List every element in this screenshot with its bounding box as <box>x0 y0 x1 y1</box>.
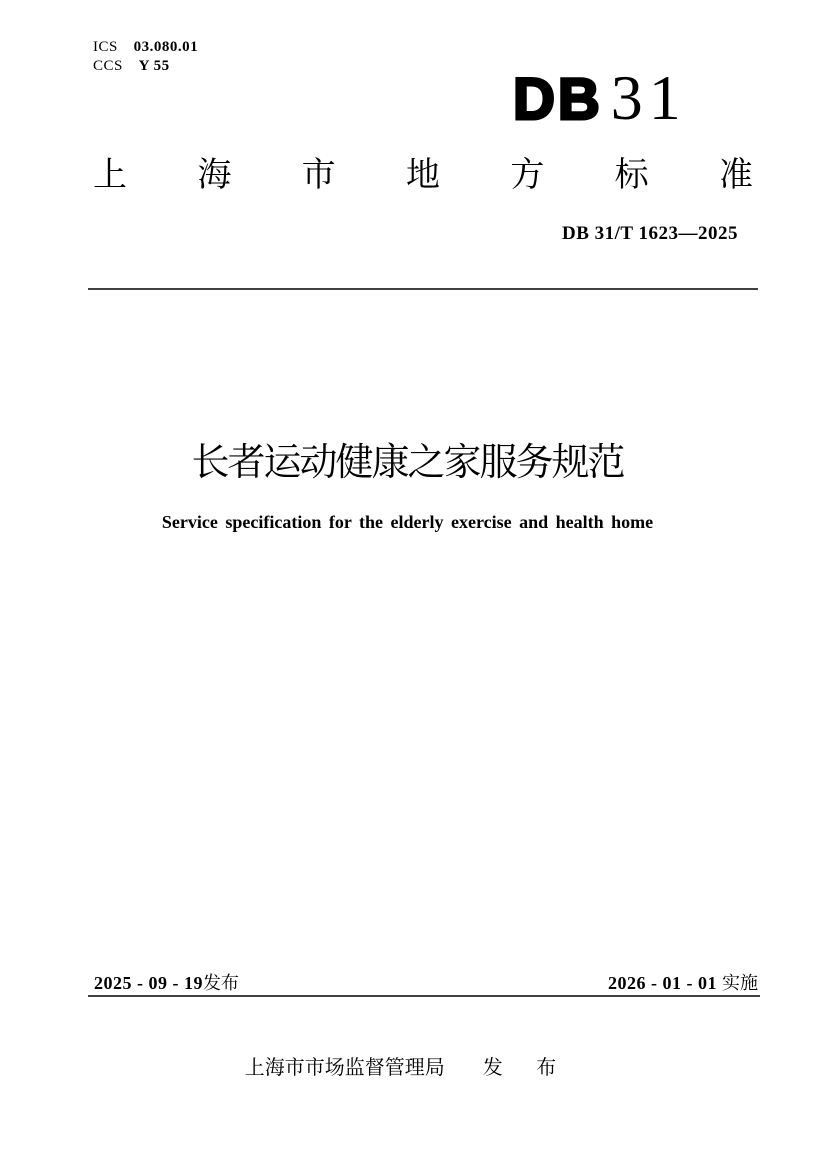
ccs-value: Y 55 <box>138 58 170 74</box>
issue-date-label: 发布 <box>203 973 239 993</box>
implement-date: 2026 - 01 - 01 <box>608 973 717 993</box>
ics-row <box>93 38 198 57</box>
standard-type-char: 市 <box>301 156 336 194</box>
db31-logo-number: 31 <box>610 62 687 133</box>
ics-value: 03.080.01 <box>133 39 199 55</box>
document-title-english: Service specification for the elderly exercise and health home <box>161 512 654 532</box>
standard-type-char: 海 <box>197 156 232 194</box>
classification-codes <box>93 38 198 76</box>
top-divider-rule <box>88 288 758 290</box>
db31-logo <box>513 62 687 133</box>
standard-type-char: 标 <box>614 156 649 194</box>
implement-date-label: 实施 <box>722 973 758 993</box>
db31-logo-db: DB <box>513 67 603 132</box>
bottom-divider-rule <box>88 995 760 997</box>
document-title-chinese: 长者运动健康之家服务规范 <box>191 442 624 484</box>
standard-number: DB 31/T 1623—2025 <box>561 223 738 244</box>
standard-type-char: 地 <box>405 156 440 194</box>
publisher-line <box>0 1051 815 1080</box>
ccs-label: CCS <box>93 58 123 74</box>
issue-date: 2025 - 09 - 19 <box>94 973 203 993</box>
ics-label: ICS <box>93 39 118 55</box>
date-row <box>94 969 758 995</box>
publisher-name: 上海市市场监督管理局 <box>244 1057 445 1079</box>
standard-type-char: 准 <box>718 156 753 194</box>
standard-type-char: 上 <box>93 156 127 194</box>
standard-type-heading <box>93 157 753 193</box>
issue-date-group <box>94 969 239 995</box>
standard-type-char: 方 <box>510 156 545 194</box>
implement-date-group <box>608 969 758 995</box>
publish-word: 发 布 <box>482 1057 571 1079</box>
ccs-row <box>93 57 198 76</box>
